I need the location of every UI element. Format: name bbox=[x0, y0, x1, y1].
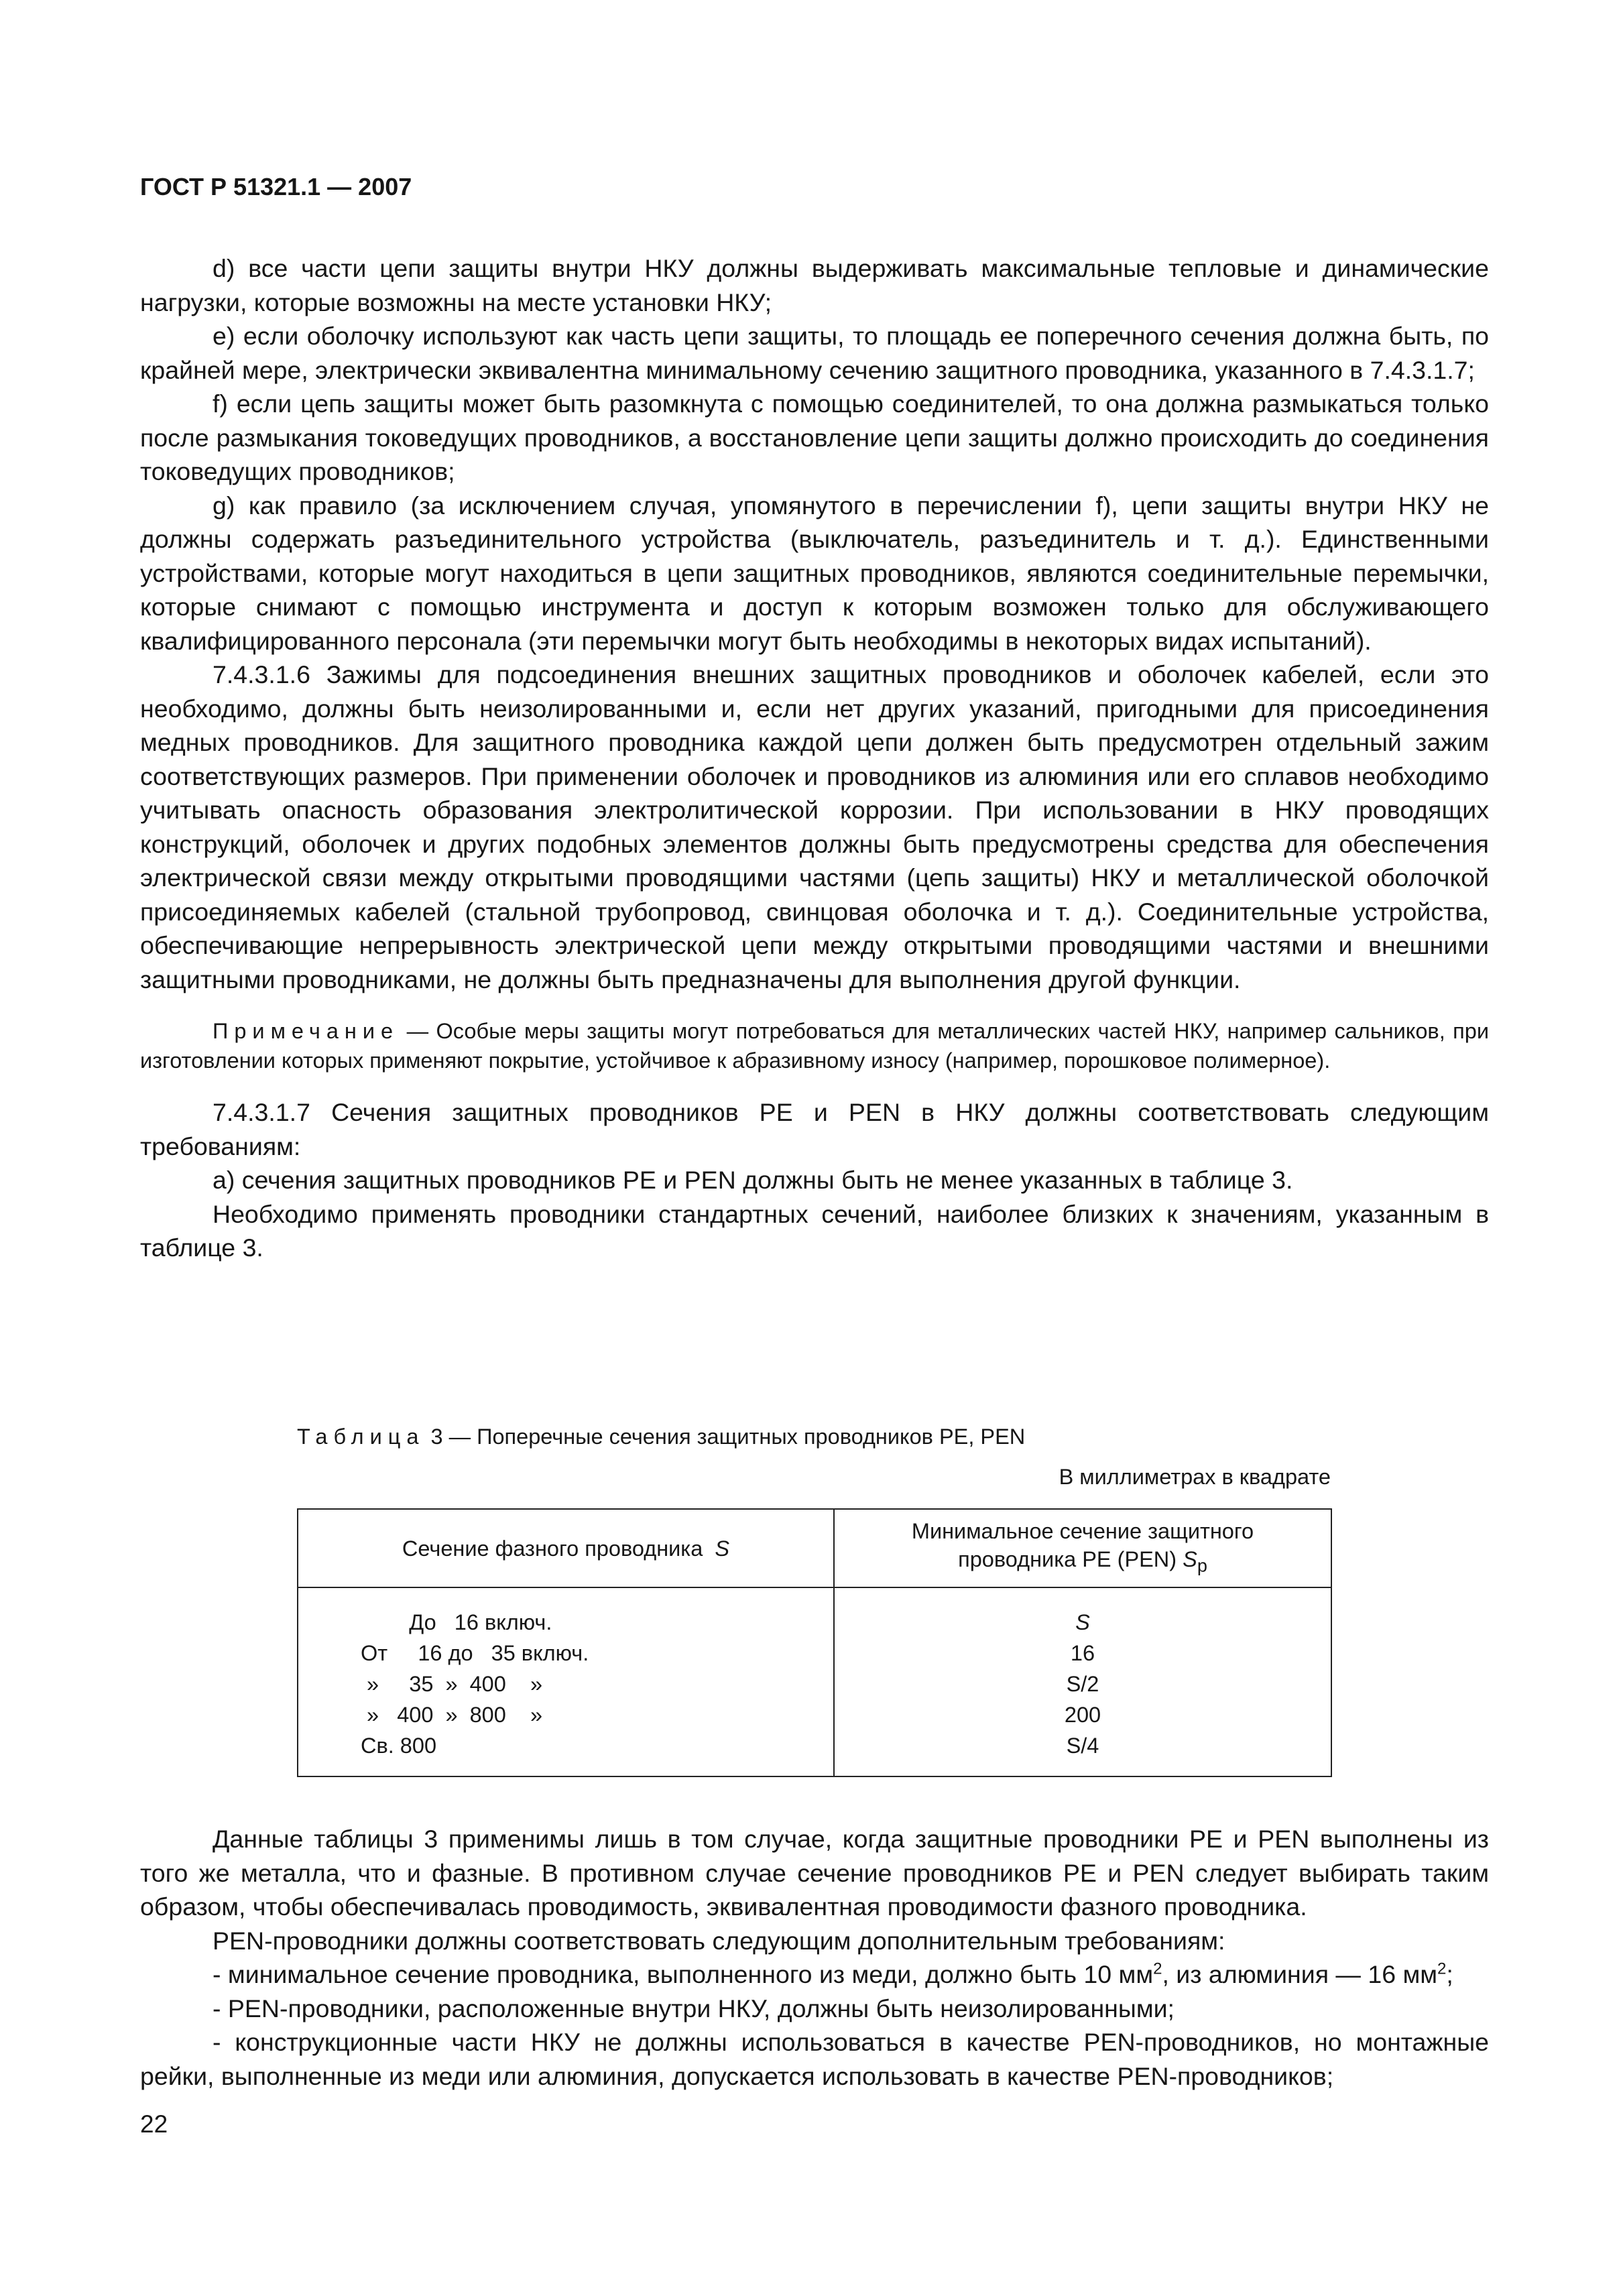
paragraph-table-applicability: Данные таблицы 3 применимы лишь в том случае, когда защитные проводники PE и PEN выполнены из того же металла, что и фазные. В противном случае сечение проводников PE и PEN следует выбирать таким образом, чтобы обеспечивалась проводимость, эквивалентная проводимости фазного проводника. bbox=[140, 1825, 1489, 1921]
table-cell: S bbox=[1075, 1610, 1090, 1634]
paragraph-standard-sections: Необходимо применять проводники стандартных сечений, наиболее близких к значениям, указанным в таблице 3. bbox=[140, 1199, 1489, 1262]
table-body bbox=[298, 1607, 1331, 1776]
paragraph-7-4-3-1-6: 7.4.3.1.6 Зажимы для подсоединения внешних защитных проводников и оболочек кабелей, если это необходимо, должны быть неизолированными и, если нет других указаний, пригодными для присоединения медных проводников. Для защитного проводника каждой цепи должен быть предусмотрен отдельный зажим соответствующих размеров. При применении оболочек и проводников из алюминия или его сплавов необходимо учитывать опасность образования электролитической коррозии. При использовании в НКУ проводящих конструкций, оболочек и других подобных элементов должны быть предусмотрены средства для обеспечения электрической связи между открытыми проводящими частями (цепь защиты) НКУ и металлической оболочкой присоединяемых кабелей (стальной трубопровод, свинцовая оболочка и т. д.). Соединительные устройства, обеспечивающие непрерывность электрической цепи между открытыми проводящими частями и внешними защитными проводниками, не должны быть предназначены для выполнения другой функции. bbox=[140, 660, 1489, 993]
table-cell: 200 bbox=[1064, 1703, 1101, 1727]
paragraph-pen-uninsulated: - PEN-проводники, расположенные внутри НКУ, должны быть неизолированными; bbox=[213, 1994, 1175, 2022]
standard-header: ГОСТ Р 51321.1 — 2007 bbox=[140, 173, 412, 200]
table-cell: 16 bbox=[1070, 1641, 1095, 1665]
note-text: — Особые меры защиты могут потребоваться для металлических частей НКУ, например сальников, при изготовлении которых применяют покрытие, устойчивое к абразивному износу (например, порошковое полимерное). bbox=[140, 1019, 1489, 1073]
page-number: 22 bbox=[140, 2110, 168, 2138]
table-caption-text: 3 — Поперечные сечения защитных проводников PE, PEN bbox=[430, 1425, 1026, 1449]
table-3 bbox=[297, 1508, 1332, 1777]
column-header-min-section: Минимальное сечение защитного проводника PE (PEN) $S_p$ bbox=[834, 1509, 1331, 1587]
table-cell: S/2 bbox=[1066, 1672, 1099, 1696]
table-cell: » 400 » 800 » bbox=[361, 1703, 543, 1727]
body-text-top bbox=[140, 251, 1489, 1265]
paragraph-item-f: f) если цепь защиты может быть разомкнута с помощью соединителей, то она должна размыкаться только после размыкания токоведущих проводников, а восстановление цепи защиты должно происходить до соединения токоведущих проводников; bbox=[140, 389, 1489, 485]
note bbox=[140, 1016, 1489, 1075]
paragraph-mounting-rails: - конструкционные части НКУ не должны использоваться в качестве PEN-проводников, но монтажные рейки, выполненные из меди или алюминия, допускается использовать в качестве PEN-проводников; bbox=[140, 2028, 1489, 2090]
table-units: В миллиметрах в квадрате bbox=[1059, 1465, 1331, 1489]
paragraph-pen-requirements: PEN-проводники должны соответствовать следующим дополнительным требованиям: bbox=[213, 1926, 1225, 1955]
phase-column-values bbox=[298, 1607, 834, 1776]
paragraph-min-section: - минимальное сечение проводника, выполненного из меди, должно быть 10 $мм^2$, из алюминия — 16 $мм^2$; bbox=[213, 1959, 1453, 1988]
paragraph-item-g: g) как правило (за исключением случая, упомянутого в перечислении f), цепи защиты внутри НКУ не должны содержать разъединительного устройства (выключатель, разъединитель и т. д.). Единственными устройствами, которые могут находиться в цепи защитных проводников, являются соединительные перемычки, которые снимают с помощью инструмента и доступ к которым возможен только для обслуживающего квалифицированного персонала (эти перемычки могут быть необходимы в некоторых видах испытаний). bbox=[140, 491, 1489, 655]
table-cell: Св. 800 bbox=[361, 1734, 437, 1758]
table-cell: До 16 включ. bbox=[361, 1610, 552, 1634]
paragraph-7-4-3-1-7: 7.4.3.1.7 Сечения защитных проводников PE и PEN в НКУ должны соответствовать следующим требованиям: bbox=[140, 1098, 1489, 1160]
column-header-phase: Сечение фазного проводника S bbox=[298, 1509, 834, 1587]
table-caption bbox=[297, 1425, 1025, 1449]
table-caption-label: Таблица bbox=[297, 1425, 425, 1449]
note-label: Примечание bbox=[213, 1019, 400, 1043]
paragraph-item-a: a) сечения защитных проводников PE и PEN должны быть не менее указанных в таблице 3. bbox=[213, 1166, 1293, 1194]
table-cell: » 35 » 400 » bbox=[361, 1672, 543, 1696]
paragraph-item-d: d) все части цепи защиты внутри НКУ должны выдерживать максимальные тепловые и динамические нагрузки, которые возможны на месте установки НКУ; bbox=[140, 254, 1489, 316]
table-header-row bbox=[298, 1509, 1331, 1587]
paragraph-item-e: e) если оболочку используют как часть цепи защиты, то площадь ее поперечного сечения должна быть, по крайней мере, электрически эквивалентна минимальному сечению защитного проводника, указанного в 7.4.3.1.7; bbox=[140, 322, 1489, 384]
body-text-bottom bbox=[140, 1822, 1489, 2093]
table-cell: S/4 bbox=[1066, 1734, 1099, 1758]
table-cell: От 16 до 35 включ. bbox=[361, 1641, 589, 1665]
min-section-column-values bbox=[834, 1607, 1331, 1776]
